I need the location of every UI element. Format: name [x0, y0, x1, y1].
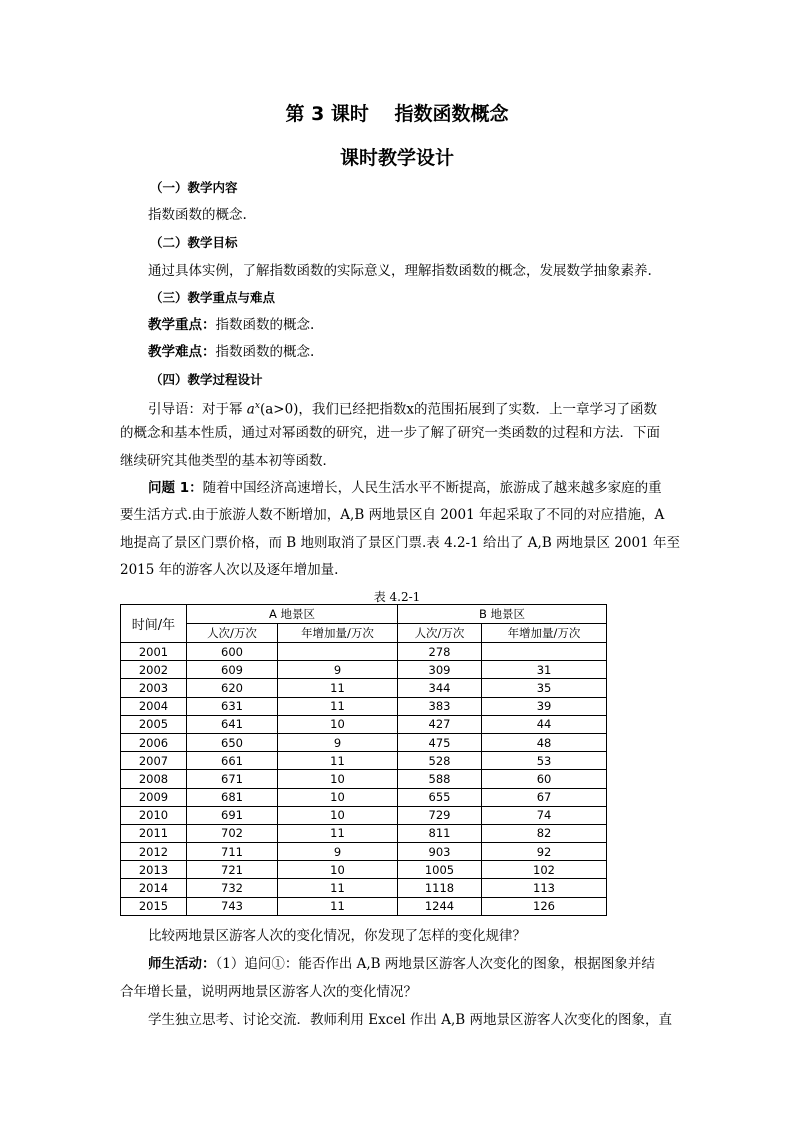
table-cell: 811 [398, 824, 482, 842]
header-a-count: 人次/万次 [187, 624, 278, 643]
header-group-b: B 地景区 [398, 605, 607, 624]
section-process-heading: （四）教学过程设计 [150, 372, 263, 387]
section-content-heading: （一）教学内容 [150, 180, 238, 195]
table-cell: 82 [482, 824, 607, 842]
table-row [121, 861, 607, 879]
question-label: 问题 1： [148, 480, 203, 496]
header-year: 时间/年 [121, 605, 187, 643]
table-cell: 11 [278, 752, 398, 770]
table-cell: 10 [278, 715, 398, 733]
table-row [121, 788, 607, 806]
table-cell: 475 [398, 733, 482, 751]
table-cell: 620 [187, 679, 278, 697]
section-key-heading: （三）教学重点与难点 [150, 290, 276, 305]
table-cell: 10 [278, 806, 398, 824]
intro-text-a: 引导语：对于幂 [148, 401, 243, 418]
table-cell: 2010 [121, 806, 187, 824]
table-cell: 650 [187, 733, 278, 751]
table-cell: 44 [482, 715, 607, 733]
table-cell: 126 [482, 897, 607, 915]
table-cell [278, 643, 398, 661]
table-cell: 2006 [121, 733, 187, 751]
table-row [121, 824, 607, 842]
intro-text-b: (a>0)，我们已经把指数x的范围拓展到了实数．上一章学习了函数 [259, 401, 658, 418]
table-cell: 39 [482, 697, 607, 715]
table-cell: 383 [398, 697, 482, 715]
question-line-1 [148, 478, 708, 498]
header-b-increase: 年增加量/万次 [482, 624, 607, 643]
table-cell: 11 [278, 679, 398, 697]
table-cell: 655 [398, 788, 482, 806]
table-caption: 表 4.2-1 [373, 590, 421, 604]
table-cell: 11 [278, 897, 398, 915]
table-cell: 2002 [121, 661, 187, 679]
difficulty-line [148, 342, 708, 362]
question-line-4: 2015 年的游客人次以及逐年增加量. [120, 562, 339, 578]
table-cell: 2011 [121, 824, 187, 842]
activity-label: 师生活动： [148, 956, 216, 972]
table-row [121, 752, 607, 770]
table-cell: 641 [187, 715, 278, 733]
header-b-count: 人次/万次 [398, 624, 482, 643]
table-row [121, 806, 607, 824]
visitor-table [120, 604, 607, 916]
table-cell: 2009 [121, 788, 187, 806]
table-cell: 743 [187, 897, 278, 915]
table-cell: 631 [187, 697, 278, 715]
table-cell: 427 [398, 715, 482, 733]
intro-math-base: a [246, 401, 255, 418]
table-row [121, 697, 607, 715]
table-cell: 729 [398, 806, 482, 824]
intro-line-2: 的概念和基本性质，通过对幂函数的研究，进一步了解了研究一类函数的过程和方法．下面 [120, 425, 660, 441]
section-content-text: 指数函数的概念. [148, 207, 247, 223]
table-cell: 732 [187, 879, 278, 897]
table-cell: 702 [187, 824, 278, 842]
table-cell: 661 [187, 752, 278, 770]
table-cell: 113 [482, 879, 607, 897]
question-line-3: 地提高了景区门票价格，而 B 地则取消了景区门票.表 4.2-1 给出了 A,B 两地景区 2001 年至 [120, 535, 680, 551]
table-cell: 2003 [121, 679, 187, 697]
table-cell: 92 [482, 843, 607, 861]
header-group-a: A 地景区 [187, 605, 398, 624]
table-cell: 10 [278, 788, 398, 806]
table-cell: 711 [187, 843, 278, 861]
table-cell: 9 [278, 843, 398, 861]
table-cell: 53 [482, 752, 607, 770]
difficulty-text: 指数函数的概念. [215, 344, 315, 360]
question-line-2: 要生活方式.由于旅游人数不断增加，A,B 两地景区自 2001 年起采取了不同的对应措施，A [120, 507, 665, 523]
question-text-1: 随着中国经济高速增长，人民生活水平不断提高，旅游成了越来越多家庭的重 [202, 480, 662, 496]
activity-text-1: （1）追问①：能否作出 A,B 两地景区游客人次变化的图象，根据图象并结 [215, 956, 655, 972]
table-row [121, 897, 607, 915]
table-cell: 344 [398, 679, 482, 697]
table-cell: 600 [187, 643, 278, 661]
table-cell: 1005 [398, 861, 482, 879]
table-cell: 2007 [121, 752, 187, 770]
table-cell: 102 [482, 861, 607, 879]
table-row [121, 679, 607, 697]
table-body [121, 643, 607, 916]
table-row [121, 770, 607, 788]
table-cell: 2012 [121, 843, 187, 861]
table-cell [482, 643, 607, 661]
table-cell: 2004 [121, 697, 187, 715]
table-cell: 9 [278, 733, 398, 751]
table-cell: 11 [278, 697, 398, 715]
header-a-increase: 年增加量/万次 [278, 624, 398, 643]
table-cell: 2001 [121, 643, 187, 661]
section-goal-heading: （二）教学目标 [150, 235, 238, 250]
key-point-text: 指数函数的概念. [215, 317, 315, 333]
table-cell: 2005 [121, 715, 187, 733]
table-row [121, 661, 607, 679]
table-cell: 74 [482, 806, 607, 824]
table-cell: 671 [187, 770, 278, 788]
table-cell: 2015 [121, 897, 187, 915]
table-cell: 60 [482, 770, 607, 788]
table-row [121, 643, 607, 661]
lesson-subtitle: 课时教学设计 [339, 147, 454, 169]
section-goal-text: 通过具体实例，了解指数函数的实际意义，理解指数函数的概念，发展数学抽象素养. [148, 263, 652, 279]
table-cell: 35 [482, 679, 607, 697]
table-cell: 67 [482, 788, 607, 806]
table-cell: 31 [482, 661, 607, 679]
key-point-label: 教学重点： [148, 317, 216, 333]
table-cell: 528 [398, 752, 482, 770]
table-row [121, 733, 607, 751]
table-cell: 588 [398, 770, 482, 788]
table-cell: 48 [482, 733, 607, 751]
table-row [121, 879, 607, 897]
intro-line-1 [148, 396, 708, 420]
table-cell: 2014 [121, 879, 187, 897]
key-point-line [148, 315, 708, 335]
lesson-title: 第 3 课时 指数函数概念 [285, 103, 509, 125]
table-cell: 1118 [398, 879, 482, 897]
table-cell: 10 [278, 770, 398, 788]
table-row [121, 715, 607, 733]
table-cell: 2008 [121, 770, 187, 788]
activity-line-1 [148, 954, 708, 974]
table-cell: 691 [187, 806, 278, 824]
intro-math-exp: x [254, 401, 260, 411]
table-cell: 11 [278, 879, 398, 897]
table-cell: 278 [398, 643, 482, 661]
table-cell: 10 [278, 861, 398, 879]
difficulty-label: 教学难点： [148, 344, 216, 360]
activity-line-3: 学生独立思考、讨论交流．教师利用 Excel 作出 A,B 两地景区游客人次变化的图象，直 [148, 1012, 672, 1028]
compare-question: 比较两地景区游客人次的变化情况，你发现了怎样的变化规律？ [148, 928, 526, 944]
activity-line-2: 合年增长量，说明两地景区游客人次的变化情况？ [120, 984, 417, 1000]
table-cell: 681 [187, 788, 278, 806]
table-cell: 11 [278, 824, 398, 842]
table-cell: 2013 [121, 861, 187, 879]
table-cell: 903 [398, 843, 482, 861]
table-cell: 309 [398, 661, 482, 679]
table-row [121, 843, 607, 861]
intro-line-3: 继续研究其他类型的基本初等函数． [120, 453, 336, 469]
table-cell: 1244 [398, 897, 482, 915]
table-cell: 609 [187, 661, 278, 679]
table-cell: 721 [187, 861, 278, 879]
table-cell: 9 [278, 661, 398, 679]
